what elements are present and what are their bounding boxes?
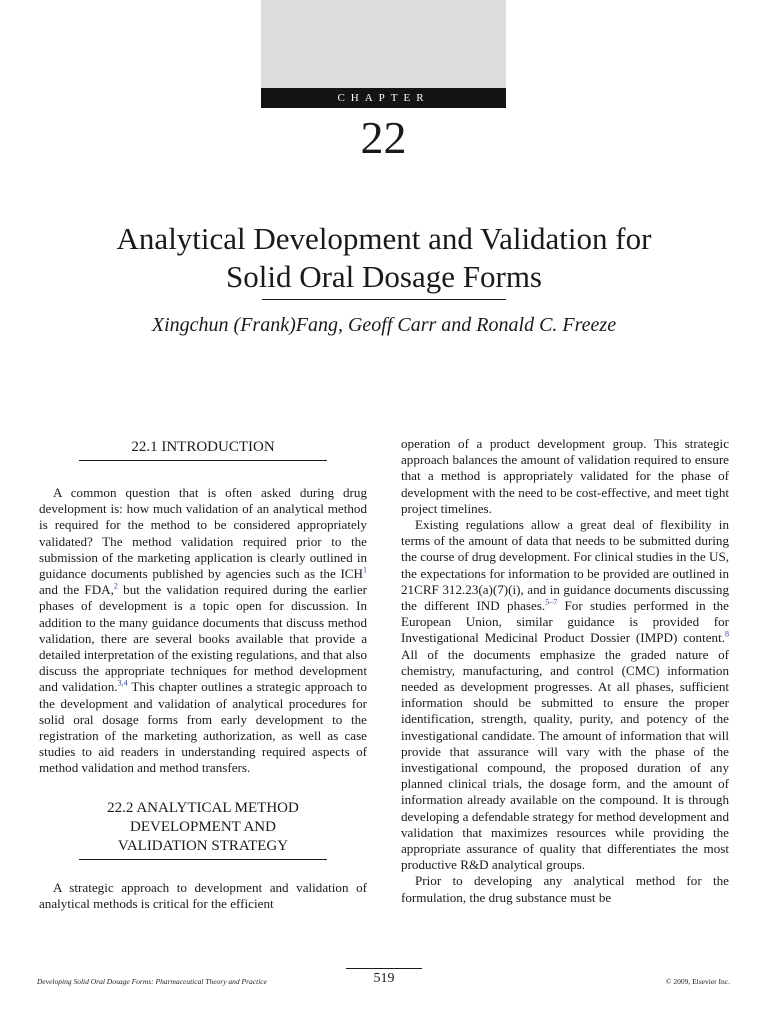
ref-link-2[interactable]: 2 — [113, 581, 118, 591]
page-number: 519 — [373, 971, 395, 986]
footer-rule — [346, 968, 422, 969]
ref-link-3-4[interactable]: 3,4 — [117, 679, 128, 689]
continued-paragraph: operation of a product development group. This strategic approach balances the amount of validation required to ensure that a method is appropriately validated for the phase of development with the need to be cost-effective, and meet tight project timelines. — [401, 436, 729, 516]
strategy-paragraph: A strategic approach to development and validation of analytical methods is critical for the efficient — [39, 879, 367, 911]
prior-paragraph: Prior to developing any analytical method for the formulation, the drug substance must be — [401, 873, 729, 905]
footer-book-title: Developing Solid Oral Dosage Forms: Pharmaceutical Theory and Practice — [37, 977, 267, 986]
footer-copyright: © 2009, Elsevier Inc. — [665, 977, 730, 986]
ref-link-5-7[interactable]: 5–7 — [545, 597, 558, 607]
ref-link-1[interactable]: 1 — [363, 565, 367, 575]
authors: Xingchun (Frank)Fang, Geoff Carr and Ronald C. Freeze — [151, 314, 617, 336]
intro-paragraph: A common question that is often asked during drug development is: how much validation of an analytical method is required for the method to be considered appropriately validated? The method validation required prior to the submission of the marketing application is clearly outlined in guidance documents published by agencies such as the ICH$^1$ and the FDA,$^2$ but the validation required during the earlier phases of development is a topic open for discussion. In addition to the many guidance documents that discuss method validation, there are several books available that provide a detailed interpretation of the existing regulations, and that also discuss the appropriate techniques for method development and validation.$^{3,4}$ This chapter outlines a strategic approach to the development and validation of analytical procedures for solid oral dosage forms from early development to the registration of the marketing authorization, as well as case studies to aid readers in understanding required aspects of method validation and method transfers. — [39, 485, 367, 776]
chapter-title — [20, 220, 748, 296]
chapter-title-line-1: Analytical Development and Validation for — [116, 221, 652, 256]
section-heading-strategy: 22.2 ANALYTICAL METHOD DEVELOPMENT AND VALIDATION STRATEGY — [107, 799, 299, 854]
chapter-title-line-2: Solid Oral Dosage Forms — [225, 259, 542, 294]
chapter-header-box — [261, 0, 506, 88]
section-heading-introduction: 22.1 INTRODUCTION — [131, 439, 275, 455]
chapter-label: CHAPTER — [261, 88, 506, 108]
right-column — [401, 436, 729, 906]
left-column — [39, 436, 367, 912]
ref-link-8[interactable]: 8 — [725, 630, 729, 640]
chapter-number: 22 — [360, 112, 407, 163]
title-divider — [262, 299, 506, 300]
regulations-paragraph: Existing regulations allow a great deal of flexibility in terms of the amount of data that needs to be submitted during the course of drug development. For clinical studies in the US, the expectations for information to be provided are outlined in 21CRF 312.23(a)(7)(i), and in guidance documents discussing the different IND phases.$^{5-7}$ For studies performed in the European Union, similar guidance is provided for Investigational Medicinal Product Dossier (IMPD) content.$^8$ All of the documents emphasize the graded nature of chemistry, manufacturing, and control (CMC) information needed as development progresses. At all phases, sufficient information should be submitted to ensure the proper identification, strength, quality, purity, and potency of the investigational candidate. The amount of information that will provide that assurance will vary with the phase of the investigational compound, the proposed duration of any planned clinical trials, the dosage form, and the amount of information already available on the compound. It is through developing a defendable strategy for method development and validation that maximizes resources while providing the appropriate assurance of quality that differentiates the most productive R&D analytical groups. — [401, 517, 730, 873]
